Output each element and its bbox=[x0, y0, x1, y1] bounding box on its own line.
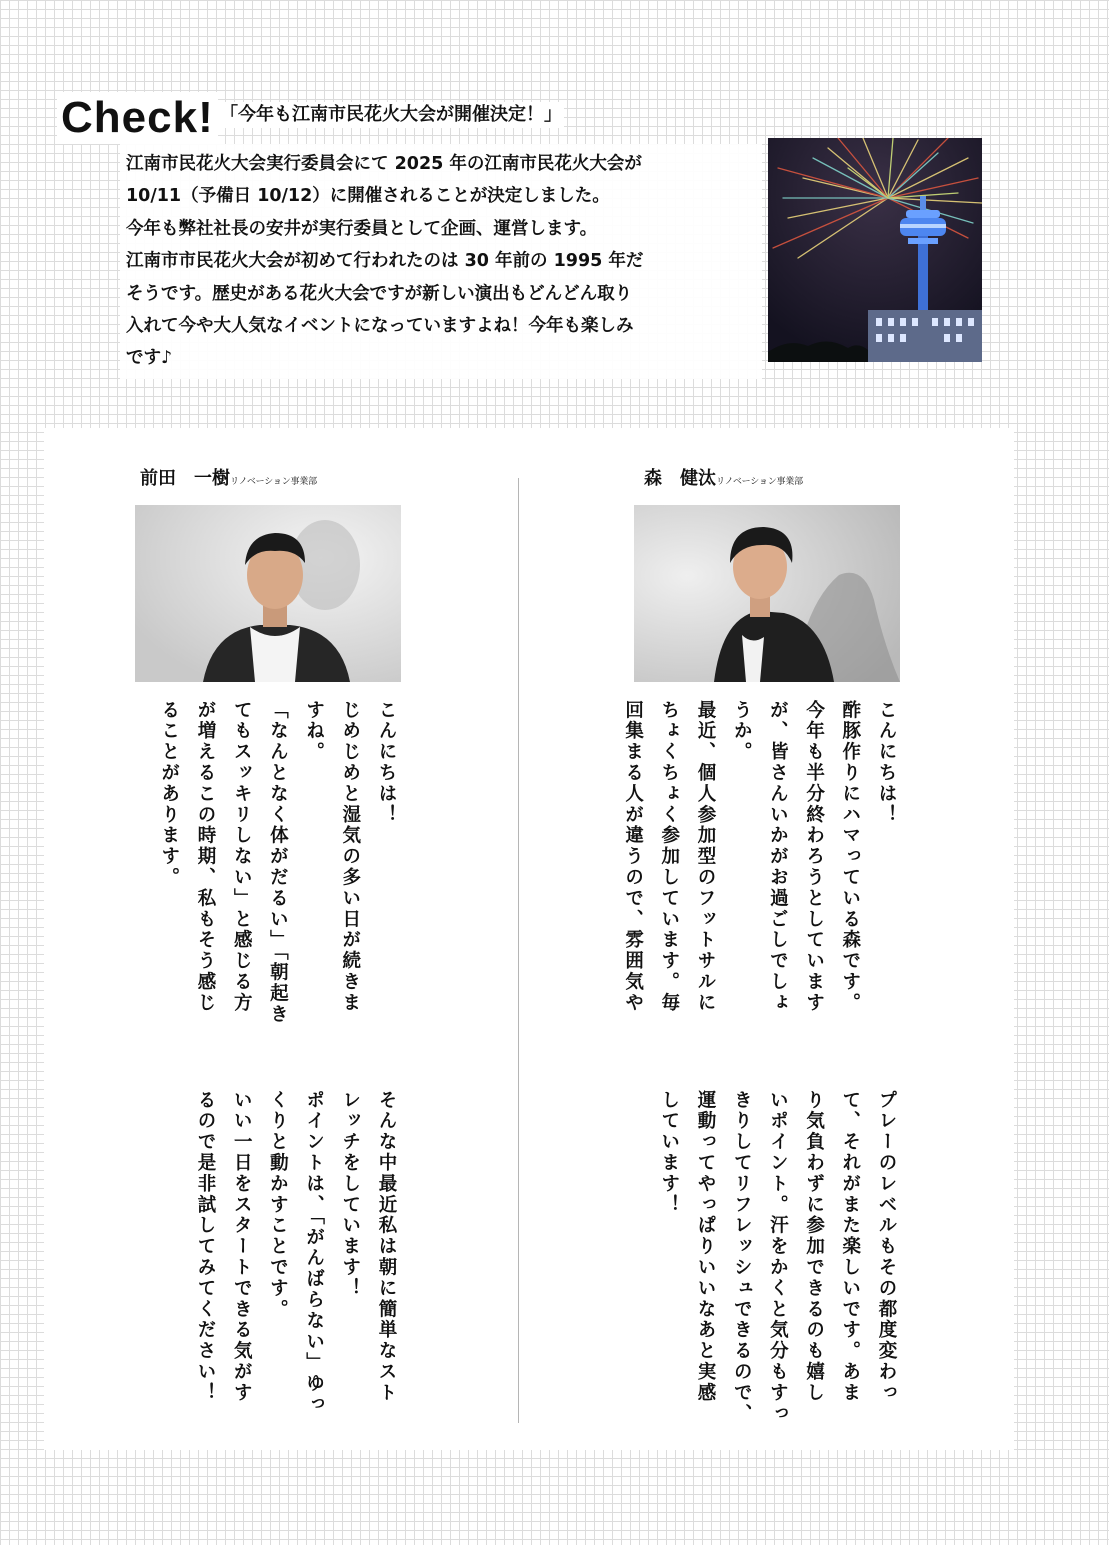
message-line: が増えるこの時期、私もそう感じ bbox=[194, 700, 216, 1014]
message-line: こんにちは！ bbox=[876, 700, 897, 826]
message-line: が、皆さんいかがお過ごしでしょ bbox=[767, 700, 789, 1014]
staff-name: 森 健汰 bbox=[644, 468, 716, 489]
intro-line: そうです。歴史がある花火大会ですが新しい演出もどんどん取り bbox=[126, 283, 633, 304]
message-line: じめじめと湿気の多い日が続きま bbox=[339, 700, 361, 1014]
message-line: ることがあります。 bbox=[158, 700, 180, 889]
portrait-maeda bbox=[135, 505, 401, 682]
staff-department: リノベーション事業部 bbox=[230, 477, 317, 487]
article-title: 「今年も江南市民花火大会が開催決定！」 bbox=[218, 102, 564, 128]
message-line: うか。 bbox=[731, 700, 753, 763]
staff-message-maeda-part1 bbox=[148, 700, 404, 1025]
message-line: 今年も半分終わろうとしています bbox=[803, 700, 825, 1014]
staff-message-maeda-part2 bbox=[184, 1090, 404, 1415]
intro-line: 入れて今や大人気なイベントになっていますよね！今年も楽しみ bbox=[126, 316, 634, 337]
message-line: 最近、個人参加型のフットサルに bbox=[694, 700, 716, 1014]
message-line: プレーのレベルもその都度変わっ bbox=[876, 1090, 897, 1404]
fireworks-tower-illustration bbox=[768, 138, 982, 362]
message-line: きりしてリフレッシュできるので、 bbox=[731, 1090, 753, 1425]
intro-paragraph bbox=[120, 144, 762, 379]
message-line: こんにちは！ bbox=[376, 700, 397, 826]
staff-name: 前田 一樹 bbox=[140, 468, 230, 489]
check-heading: Check! bbox=[57, 92, 218, 144]
message-line: レッチをしています！ bbox=[339, 1090, 361, 1299]
message-line: ポイントは、「がんばらない」ゆっ bbox=[303, 1090, 325, 1416]
column-divider bbox=[518, 478, 519, 1423]
message-line: そんな中最近私は朝に簡単なスト bbox=[376, 1090, 397, 1404]
message-line: いポイント。汗をかくと気分もすっ bbox=[767, 1090, 789, 1425]
message-line: り気負わずに参加できるのも嬉し bbox=[803, 1090, 825, 1404]
intro-line: 江南市民花火大会実行委員会にて 2025 年の江南市民花火大会が bbox=[126, 154, 642, 174]
staff-name-mori bbox=[644, 466, 803, 495]
message-line: いい一日をスタートできる気がす bbox=[231, 1090, 253, 1404]
intro-line: 今年も弊社社長の安井が実行委員として企画、運営します。 bbox=[126, 218, 598, 239]
staff-photo-maeda bbox=[135, 505, 401, 682]
staff-name-maeda bbox=[140, 466, 317, 495]
message-line: すね。 bbox=[303, 700, 325, 763]
message-line: 運動ってやっぱりいいなあと実感 bbox=[694, 1090, 716, 1404]
portrait-mori bbox=[634, 505, 900, 682]
staff-panel bbox=[44, 428, 1014, 1450]
message-line: 酢豚作りにハマっている森です。 bbox=[839, 700, 861, 1014]
staff-message-mori-part1 bbox=[612, 700, 904, 1014]
message-line: しています！ bbox=[658, 1090, 680, 1216]
message-line: 回集まる人が違うので、雰囲気や bbox=[622, 700, 644, 1014]
message-line: ちょくちょく参加しています。毎 bbox=[658, 700, 680, 1014]
message-line: るので是非試してみてください！ bbox=[194, 1090, 216, 1404]
message-line: て、それがまた楽しいです。あま bbox=[839, 1090, 861, 1404]
fireworks-photo bbox=[768, 138, 982, 362]
intro-line: 江南市市民花火大会が初めて行われたのは 30 年前の 1995 年だ bbox=[126, 251, 644, 272]
intro-line: です♪ bbox=[126, 348, 173, 369]
staff-message-mori-part2 bbox=[648, 1090, 904, 1424]
message-line: くりと動かすことです。 bbox=[267, 1090, 289, 1320]
staff-photo-mori bbox=[634, 505, 900, 682]
message-line: 「なんとなく体がだるい」「朝起き bbox=[267, 700, 289, 1026]
message-line: てもスッキリしない」と感じる方 bbox=[231, 700, 253, 1014]
staff-department: リノベーション事業部 bbox=[716, 477, 803, 487]
intro-line: 10/11（予備日 10/12）に開催されることが決定しました。 bbox=[126, 186, 610, 207]
